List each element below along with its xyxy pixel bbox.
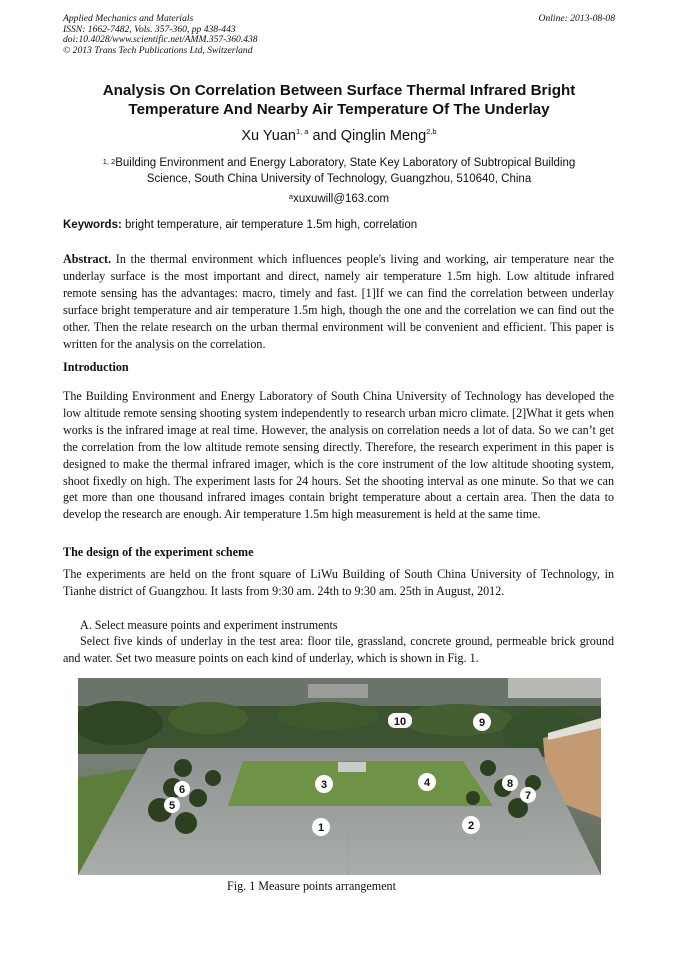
abstract-text: In the thermal environment which influences people's living and working, air temperature near the underlay surface is the most important and direct, namely air temperature 1.5m high. Low altitude infrared remote sensing has the advantages: macro, timely and fast. [1]If we can find the correlation between underlay surface bright temperature and air temperature 1.5m high, though the one and the correlation we can find out the other. Then the relate research on the urban thermal environment will be convenient and efficient. This paper is written for the analysis on the correlation. — [63, 252, 614, 351]
svg-text:7: 7 — [524, 790, 532, 802]
author-2-sup: 2,b — [426, 127, 437, 136]
email-address[interactable]: xuxuwill@163.com — [293, 193, 390, 205]
measure-point-6 — [174, 781, 190, 797]
author-1-sup: 1, a — [295, 127, 309, 136]
svg-text:4: 4 — [423, 777, 431, 789]
journal-name: Applied Mechanics and Materials — [63, 13, 194, 24]
affiliation-sup: 1, 2 — [102, 157, 116, 166]
issn: ISSN: 1662-7482, Vols. 357-360, pp 438-443 — [63, 23, 236, 35]
introduction-heading: Introduction — [63, 360, 129, 374]
keywords — [63, 219, 615, 231]
aerial-photo — [78, 678, 601, 875]
measure-point-7 — [520, 787, 536, 803]
title-line-2: Temperature And Nearby Air Temperature Of The Underlay — [128, 101, 550, 118]
author-and: and — [308, 128, 341, 144]
authors — [63, 128, 615, 144]
figure-caption: Fig. 1 Measure points arrangement — [227, 879, 396, 893]
svg-text:6: 6 — [178, 784, 186, 796]
measure-point-8 — [502, 775, 518, 791]
abstract — [63, 251, 614, 352]
svg-text:3: 3 — [320, 779, 328, 791]
journal-header — [63, 14, 615, 56]
design-subheading: A. Select measure points and experiment instruments — [80, 618, 338, 632]
svg-text:9: 9 — [478, 717, 486, 729]
author-2: Qinglin Meng — [340, 128, 427, 144]
copyright: © 2013 Trans Tech Publications Ltd, Switzerland — [63, 44, 253, 56]
doi: doi:10.4028/www.scientific.net/AMM.357-360.438 — [63, 34, 258, 45]
measure-point-3 — [315, 775, 333, 793]
keywords-text: bright temperature, air temperature 1.5m high, correlation — [121, 219, 418, 231]
svg-text:1: 1 — [317, 822, 325, 834]
online-date: Online: 2013-08-08 — [538, 13, 615, 24]
measure-point-1 — [312, 818, 330, 836]
svg-text:5: 5 — [168, 800, 176, 812]
author-1: Xu Yuan — [241, 128, 296, 144]
affiliation — [63, 155, 615, 187]
measure-point-9 — [473, 713, 491, 731]
design-paragraph-2: Select five kinds of underlay in the test area: floor tile, grassland, concrete ground, permeable brick ground and water. Set two measure points on each kind of underlay, which is shown in Fig. 1. — [63, 634, 614, 665]
introduction-text: The Building Environment and Energy Laboratory of South China University of Technology has developed the low altitude remote sensing shooting system independently to research urban micro climate. [2]What it gets when works is the infrared image at real time. However, the analysis on correlation needs a lot of data. So we can’t get the correlation from the low altitude remote sensing directly. Therefore, the research experiment in this paper is designed to make the thermal infrared imager, which is the core instrument of the low altitude shooting system, shoot fixedly on high. The experiment lasts for 24 hours. Set the shooting interval as one minute. So that we can get more than one thousand infrared images contain bright temperature about a certain area. Then the data to develop the research are enough. Air temperature 1.5m high measurement is held at the same time. — [63, 389, 614, 522]
svg-text:10: 10 — [393, 716, 407, 728]
title-line-1: Analysis On Correlation Between Surface Thermal Infrared Bright — [102, 82, 576, 99]
svg-text:8: 8 — [506, 778, 514, 790]
email — [63, 193, 615, 205]
keywords-label: Keywords: — [63, 219, 122, 231]
figure-aerial-photo — [78, 678, 601, 875]
abstract-label: Abstract. — [63, 252, 112, 266]
affiliation-line-1: Building Environment and Energy Laboratory, State Key Laboratory of Subtropical Building — [115, 157, 576, 169]
measure-point-2 — [462, 816, 480, 834]
measure-point-5 — [164, 797, 180, 813]
measure-point-4 — [418, 773, 436, 791]
affiliation-line-2: Science, South China University of Technology, Guangzhou, 510640, China — [146, 173, 532, 185]
paper-title — [63, 81, 615, 119]
design-paragraph-1: The experiments are held on the front square of LiWu Building of South China University of Technology, in Tianhe district of Guangzhou. It lasts from 9:30 am. 24th to 9:30 am. 25th in August, 2012. — [63, 567, 614, 598]
measure-point-10 — [388, 713, 412, 728]
email-sup: a — [288, 192, 294, 201]
svg-text:2: 2 — [467, 820, 475, 832]
design-heading: The design of the experiment scheme — [63, 545, 254, 559]
